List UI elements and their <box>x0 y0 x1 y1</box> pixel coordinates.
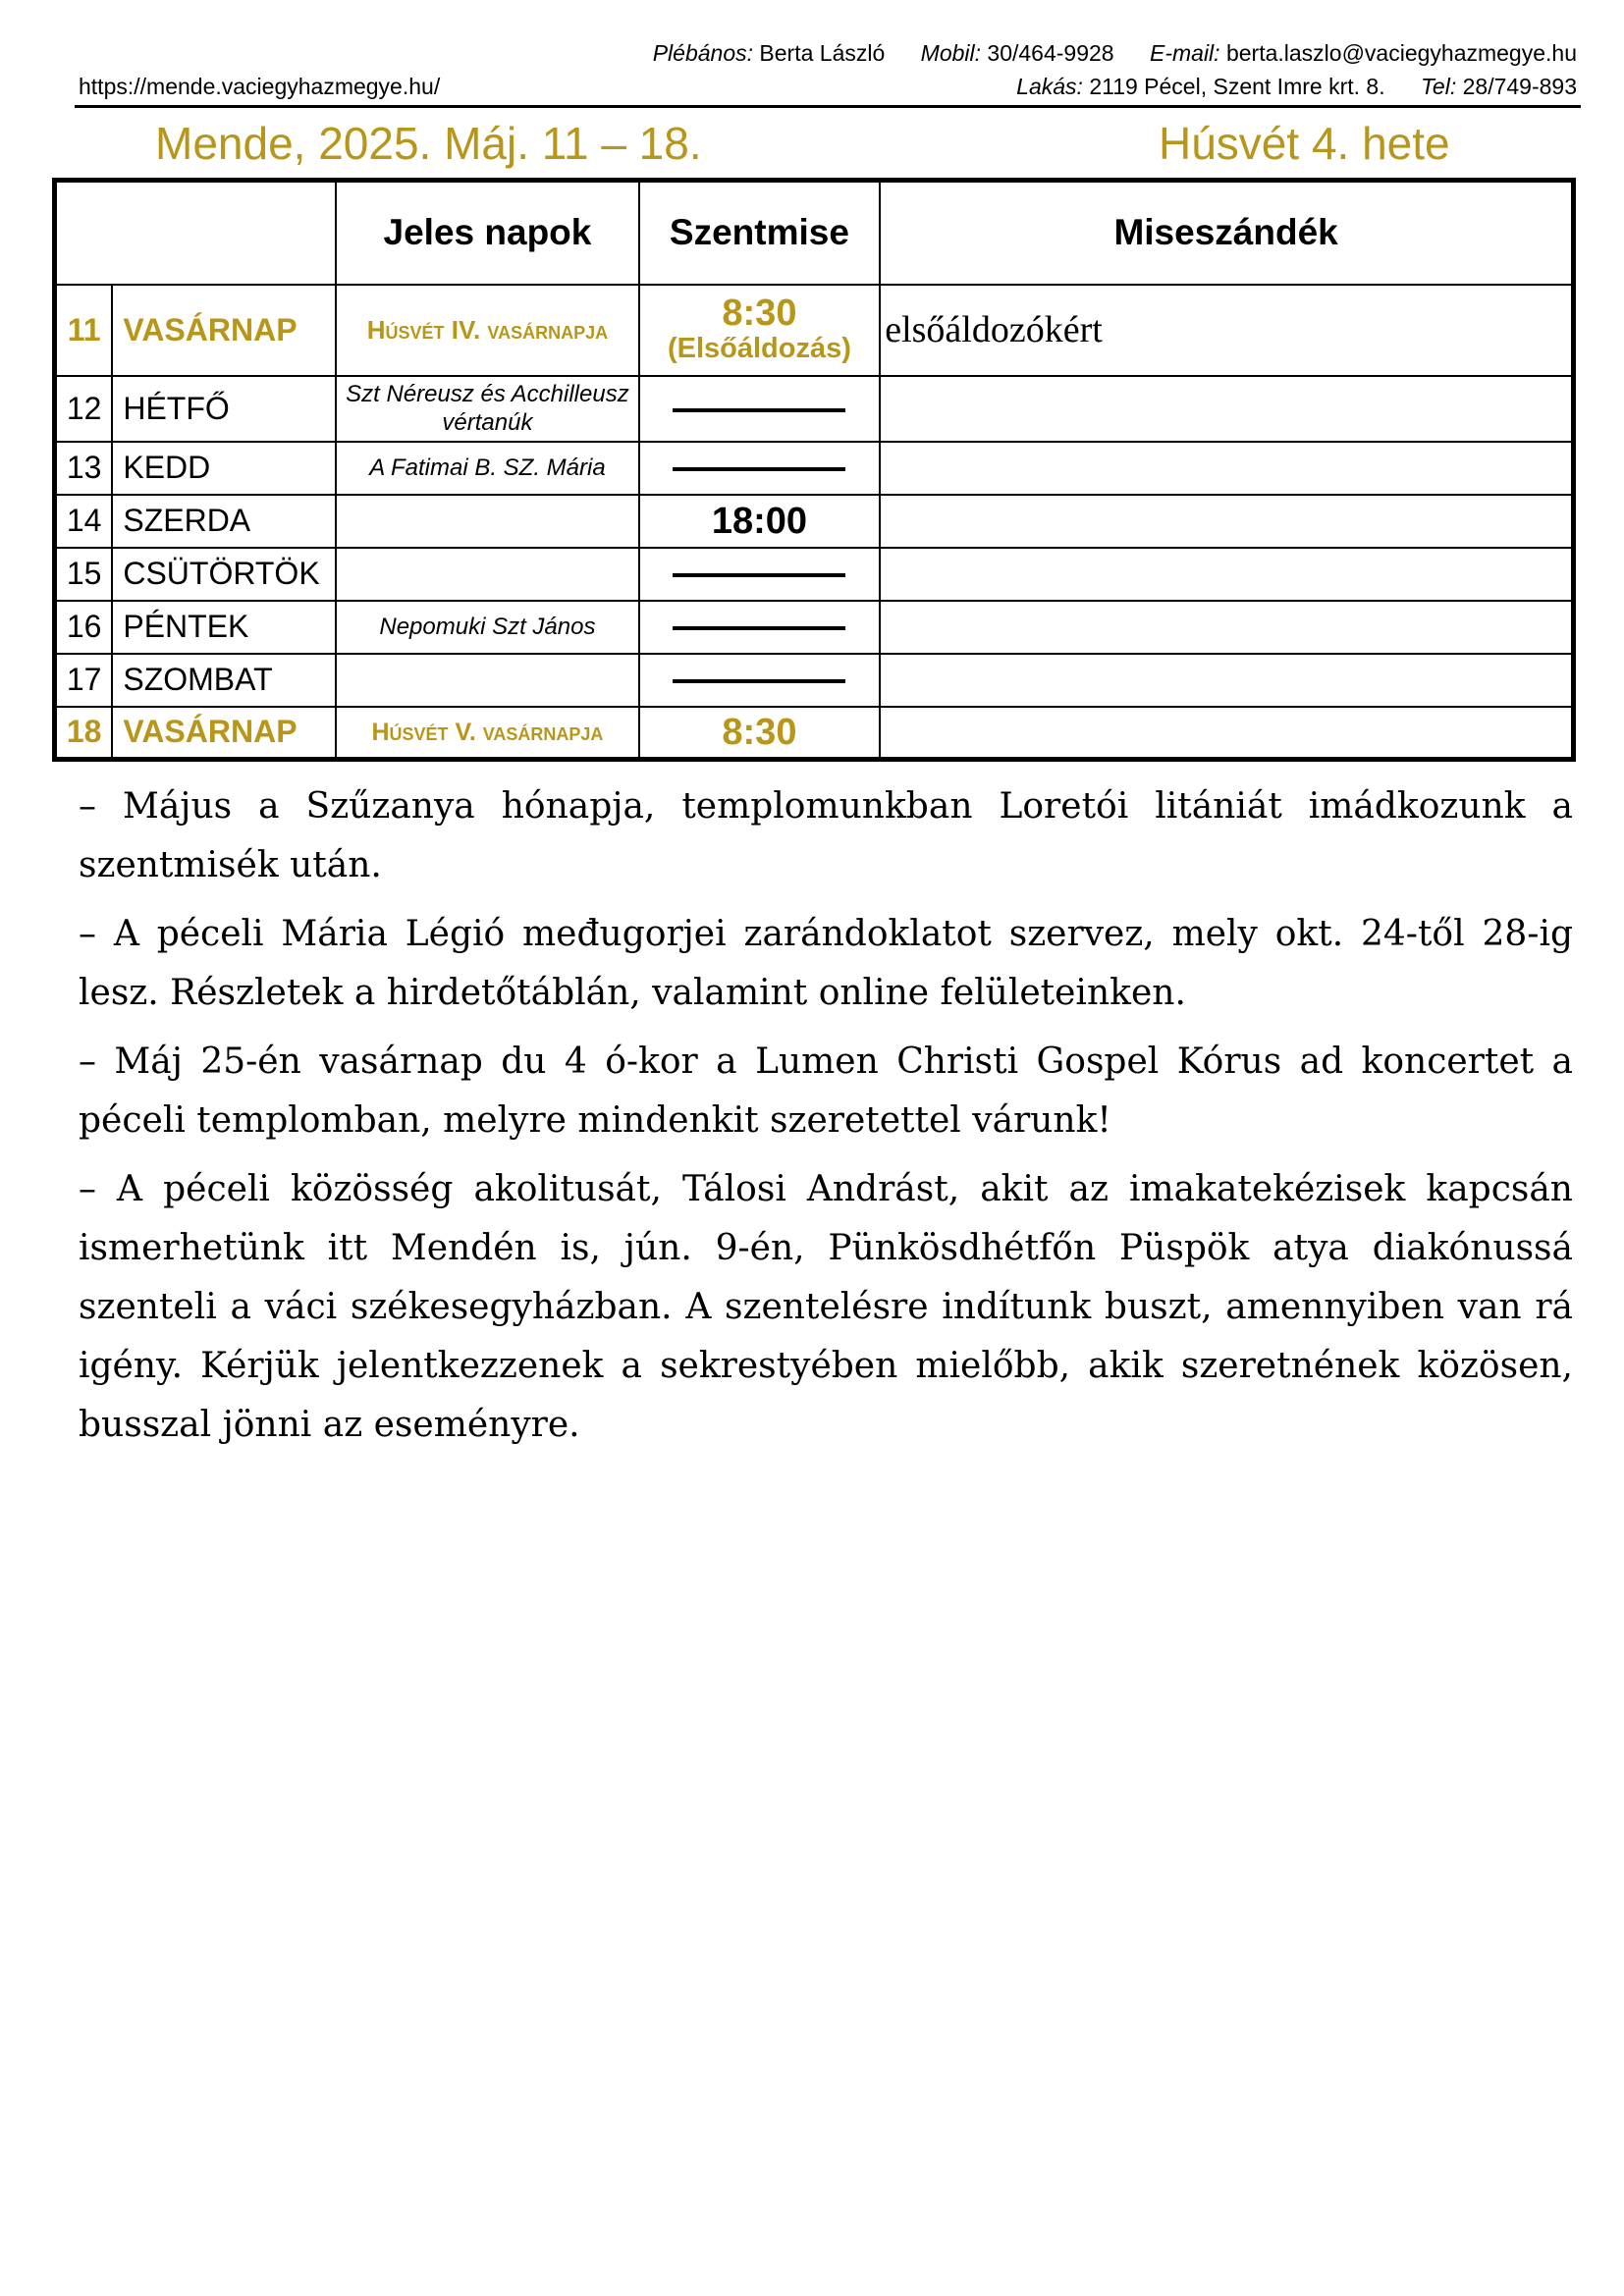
address: 2119 Pécel, Szent Imre krt. 8. <box>1089 74 1385 99</box>
table-row <box>55 495 1574 548</box>
day-name: KEDD <box>112 442 336 495</box>
page-title: Mende, 2025. Máj. 11 – 18. <box>155 118 702 169</box>
header-feast-days: Jeles napok <box>336 181 638 285</box>
mass-time <box>639 376 881 442</box>
announcement-paragraph: – Máj 25-én vasárnap du 4 ó-kor a Lumen Christi Gospel Kórus ad koncertet a péceli templomban, melyre mindenkit szeretettel várunk! <box>79 1041 1573 1141</box>
mass-intention <box>880 654 1573 707</box>
feast-day: Húsvét IV. vasárnapja <box>336 285 638 376</box>
header-day <box>55 181 337 285</box>
mass-intention <box>880 376 1573 442</box>
day-number: 16 <box>55 601 113 654</box>
mass-time-value: 8:30 <box>722 293 797 334</box>
address-block <box>1016 73 1577 100</box>
feast-day: Húsvét V. vasárnapja <box>336 707 638 760</box>
feast-day: A Fatimai B. SZ. Mária <box>336 442 638 495</box>
mobile-label: Mobil: <box>920 40 982 66</box>
mass-intention <box>880 601 1573 654</box>
mass-time <box>639 548 881 601</box>
mass-time <box>639 285 881 376</box>
day-name: PÉNTEK <box>112 601 336 654</box>
table-row <box>55 707 1574 760</box>
header-intention: Miseszándék <box>880 181 1573 285</box>
announcement-paragraph: – A péceli Mária Légió međugorjei zarándoklatot szervez, mely okt. 24-től 28-ig lesz. Részletek a hirdetőtáblán, valamint online felületeinken. <box>79 914 1573 1013</box>
mass-intention <box>880 442 1573 495</box>
mass-schedule-table <box>52 178 1576 762</box>
feast-day <box>336 548 638 601</box>
mass-note: (Elsőáldozás) <box>667 333 851 364</box>
announcement-paragraph: – Május a Szűzanya hónapja, templomunkban Loretói litániát imádkozunk a szentmisék után. <box>79 786 1573 885</box>
no-mass-dash <box>673 626 845 630</box>
header-divider <box>75 105 1581 108</box>
mass-intention <box>880 495 1573 548</box>
email-label: E-mail: <box>1150 40 1220 66</box>
day-number: 13 <box>55 442 113 495</box>
day-name: VASÁRNAP <box>112 707 336 760</box>
pastor-label: Plébános: <box>652 40 754 66</box>
feast-day <box>336 654 638 707</box>
table-row <box>55 285 1574 376</box>
day-name: VASÁRNAP <box>112 285 336 376</box>
table-row <box>55 376 1574 442</box>
phone-number: 28/749-893 <box>1462 74 1577 99</box>
day-name: HÉTFŐ <box>112 376 336 442</box>
pastor-name: Berta László <box>759 40 886 66</box>
table-row <box>55 654 1574 707</box>
mass-time <box>639 442 881 495</box>
mass-time <box>639 601 881 654</box>
table-row <box>55 442 1574 495</box>
feast-day: Szt Néreusz és Acchilleusz vértanúk <box>336 376 638 442</box>
mass-intention: elsőáldozókért <box>880 285 1573 376</box>
feast-day: Nepomuki Szt János <box>336 601 638 654</box>
day-number: 15 <box>55 548 113 601</box>
email-address[interactable]: berta.laszlo@vaciegyhazmegye.hu <box>1225 40 1577 66</box>
table-header-row <box>55 181 1574 285</box>
mass-intention <box>880 707 1573 760</box>
table-row <box>55 548 1574 601</box>
mass-intention <box>880 548 1573 601</box>
website-link[interactable]: https://mende.vaciegyhazmegye.hu/ <box>79 74 441 99</box>
day-name: SZERDA <box>112 495 336 548</box>
mass-time: 8:30 <box>639 707 881 760</box>
announcement-paragraph: – A péceli közösség akolitusát, Tálosi Andrást, akit az imakatekézisek kapcsán ismerhetünk itt Mendén is, jún. 9-én, Pünkösdhétfőn Püspök atya diakónussá szenteli a váci székesegyházban. A szentelésre indítunk buszt, amennyiben van rá igény. Kérjük jelentkezzenek a sekrestyében mielőbb, akik szeretnének közösen, busszal jönni az eseményre. <box>79 1169 1573 1445</box>
contact-line-bottom <box>79 73 1577 100</box>
mass-time <box>639 654 881 707</box>
day-number: 18 <box>55 707 113 760</box>
day-name: CSÜTÖRTÖK <box>112 548 336 601</box>
day-name: SZOMBAT <box>112 654 336 707</box>
address-label: Lakás: <box>1016 74 1083 99</box>
day-number: 14 <box>55 495 113 548</box>
mass-time: 18:00 <box>639 495 881 548</box>
no-mass-dash <box>673 679 845 683</box>
day-number: 12 <box>55 376 113 442</box>
contact-line-top <box>79 39 1577 67</box>
table-row <box>55 601 1574 654</box>
day-number: 11 <box>55 285 113 376</box>
day-number: 17 <box>55 654 113 707</box>
feast-day <box>336 495 638 548</box>
no-mass-dash <box>673 467 845 471</box>
liturgical-week: Húsvét 4. hete <box>1159 118 1450 169</box>
no-mass-dash <box>673 573 845 577</box>
announcements <box>79 777 1573 1465</box>
mobile-number: 30/464-9928 <box>987 40 1114 66</box>
header-mass: Szentmise <box>639 181 881 285</box>
phone-label: Tel: <box>1420 74 1457 99</box>
no-mass-dash <box>673 408 845 412</box>
